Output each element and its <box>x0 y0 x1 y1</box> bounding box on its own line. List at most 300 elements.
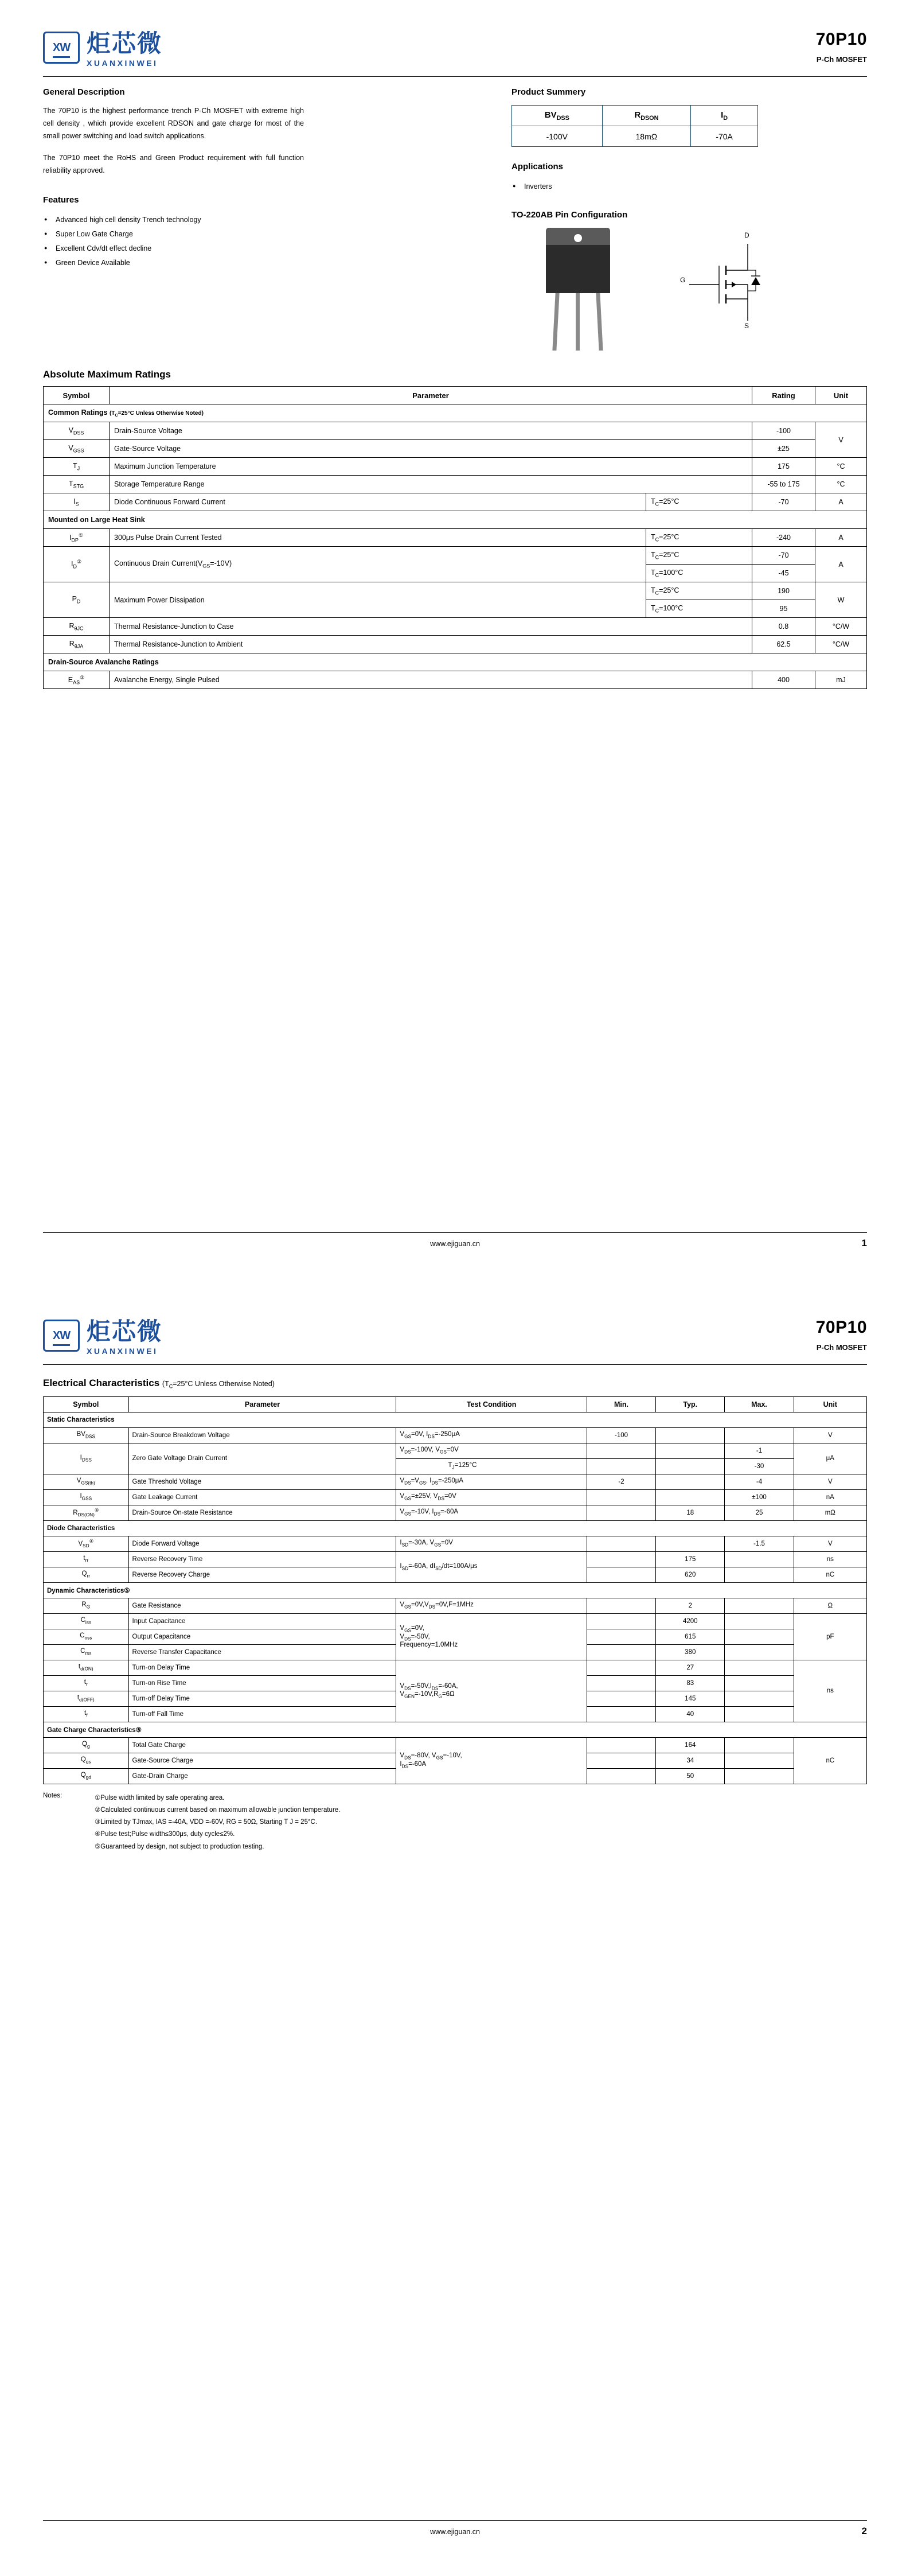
cell-condition: $T_C=25^\circ C$ <box>646 547 752 565</box>
cell-symbol: $BV_{DSS}$ <box>44 1427 129 1443</box>
table-row <box>44 1427 867 1443</box>
cell-unit: V <box>794 1536 866 1551</box>
cell-rating: -240 <box>752 529 815 547</box>
cell-parameter: Diode Forward Voltage <box>128 1536 396 1551</box>
cell-max <box>725 1598 794 1613</box>
cell-min <box>587 1768 655 1784</box>
cell-typ <box>656 1489 725 1505</box>
cell-symbol: $T_{STG}$ <box>44 476 110 493</box>
table-row <box>44 618 867 636</box>
cell-parameter: Reverse Recovery Time <box>128 1551 396 1567</box>
cell-rating: 0.8 <box>752 618 815 636</box>
cell-typ: 380 <box>656 1644 725 1660</box>
cell-rating: 175 <box>752 458 815 476</box>
cell-parameter: Gate Threshold Voltage <box>128 1474 396 1489</box>
cell-symbol: $t_{d(ON)}$ <box>44 1660 129 1675</box>
list-item: ②Calculated continuous current based on maximum allowable junction temperature. <box>95 1806 341 1814</box>
cell-rating: 400 <box>752 671 815 689</box>
cell-min <box>587 1536 655 1551</box>
cell-parameter: Thermal Resistance-Junction to Ambient <box>110 636 752 653</box>
table-section-row <box>44 1412 867 1427</box>
cell-symbol: $V_{SD}^④$ <box>44 1536 129 1551</box>
cell-max <box>725 1660 794 1675</box>
table-section-row <box>44 511 867 529</box>
features-list <box>43 213 304 270</box>
package-lead <box>552 293 559 351</box>
column-header-symbol: Symbol <box>44 1396 129 1412</box>
summary-value-bvdss: -100V <box>512 126 603 147</box>
cell-condition: $I_{SD}=-30A$, $V_{GS}=0V$ <box>396 1536 587 1551</box>
column-header-symbol: Symbol <box>44 387 110 404</box>
cell-rating: -45 <box>752 565 815 582</box>
list-item: ③Limited by TJmax, IAS =-40A, VDD =-60V, RG = 50Ω, Starting T J = 25°C. <box>95 1819 318 1826</box>
cell-symbol: $R_{\theta JA}$ <box>44 636 110 653</box>
table-row <box>44 1474 867 1489</box>
table-row <box>44 1598 867 1613</box>
cell-condition: $V_{GS}=-10V$, $I_{DS}=-60A$ <box>396 1505 587 1520</box>
cell-condition: $T_C=25^\circ C$ <box>646 493 752 511</box>
cell-typ: 40 <box>656 1706 725 1722</box>
page-header <box>0 1288 910 1360</box>
cell-symbol: $t_{d(OFF)}$ <box>44 1691 129 1706</box>
cell-condition: $I_{SD}=-60A$, $dI_{SD}/dt=100A/\mu s$ <box>396 1551 587 1582</box>
cell-parameter: Reverse Recovery Charge <box>128 1567 396 1582</box>
page2-body <box>0 1365 910 1853</box>
footer-url[interactable]: www.ejiguan.cn <box>430 2528 480 2536</box>
table-row <box>44 440 867 458</box>
table-row <box>44 493 867 511</box>
footer-page-number: 2 <box>861 2526 867 2536</box>
cell-condition: $T_C=100^\circ C$ <box>646 600 752 618</box>
product-summary-title: Product Summery <box>511 87 586 97</box>
cell-symbol: $I_{DP}^①$ <box>44 529 110 547</box>
cell-unit: ns <box>794 1660 866 1722</box>
cell-max <box>725 1753 794 1768</box>
cell-unit: °C/W <box>815 636 867 653</box>
part-identifier <box>816 30 867 64</box>
section-label-avalanche: Drain-Source Avalanche Ratings <box>44 653 867 671</box>
logo-english-name: XUANXINWEI <box>87 1347 158 1356</box>
cell-symbol: $R_{\theta JC}$ <box>44 618 110 636</box>
list-item: ● Inverters <box>511 180 867 194</box>
cell-condition: $V_{GS}=0V,V_{DS}=0V,F=1MHz$ <box>396 1598 587 1613</box>
cell-max <box>725 1675 794 1691</box>
cell-condition: $V_{DS}=V_{GS}$, $I_{DS}=-250\mu A$ <box>396 1474 587 1489</box>
cell-parameter: Continuous Drain $Current(V_{GS}=-10V)$ <box>110 547 646 582</box>
cell-unit: nC <box>794 1567 866 1582</box>
cell-parameter: Reverse Transfer Capacitance <box>128 1644 396 1660</box>
logo-badge-icon: XW <box>43 1320 80 1352</box>
cell-condition: $V_{DS}=-80V$, $V_{GS}=-10V$, $I_{DS}=-60A$ <box>396 1737 587 1784</box>
cell-typ <box>656 1458 725 1474</box>
list-item: ● Green Device Available <box>43 256 304 270</box>
part-number: 70P10 <box>815 30 867 49</box>
cell-min <box>587 1598 655 1613</box>
cell-parameter: Drain-Source Voltage <box>110 422 752 440</box>
column-header-min: Min. <box>587 1396 655 1412</box>
logo-english-name: XUANXINWEI <box>87 59 158 68</box>
table-section-row <box>44 1722 867 1737</box>
cell-parameter: Diode Continuous Forward Current <box>110 493 646 511</box>
part-number: 70P10 <box>815 1318 867 1337</box>
section-label-dynamic: Dynamic Characteristics⑤ <box>44 1582 867 1598</box>
package-body <box>546 244 610 293</box>
page-header <box>0 0 910 72</box>
page1-body <box>0 77 910 689</box>
footer-divider <box>43 1232 867 1233</box>
summary-header-bvdss: $BV_{DSS}$ <box>512 106 603 126</box>
cell-parameter: Maximum Power Dissipation <box>110 582 646 618</box>
cell-parameter: Maximum Junction Temperature <box>110 458 752 476</box>
cell-min <box>587 1737 655 1753</box>
cell-min <box>587 1706 655 1722</box>
column-header-typ: Typ. <box>656 1396 725 1412</box>
cell-symbol: $I_D^②$ <box>44 547 110 582</box>
cell-symbol: $Q_g$ <box>44 1737 129 1753</box>
mosfet-schematic-symbol <box>680 231 787 333</box>
cell-max <box>725 1768 794 1784</box>
cell-max <box>725 1551 794 1567</box>
company-logo <box>43 29 867 68</box>
cell-rating: -100 <box>752 422 815 440</box>
notes-label: Notes: <box>43 1792 63 1799</box>
cell-symbol: $t_f$ <box>44 1706 129 1722</box>
cell-parameter: Turn-on Delay Time <box>128 1660 396 1675</box>
table-row <box>512 106 758 126</box>
cell-min <box>587 1458 655 1474</box>
cell-max <box>725 1613 794 1629</box>
section-label-heat-sink: Mounted on Large Heat Sink <box>44 511 867 529</box>
cell-parameter: Avalanche Energy, Single Pulsed <box>110 671 752 689</box>
table-header-row <box>44 1396 867 1412</box>
footer-page-number: 1 <box>861 1238 867 1248</box>
cell-typ <box>656 1443 725 1458</box>
summary-value-id: -70A <box>691 126 758 147</box>
datasheet-page-2 <box>0 1288 910 2576</box>
part-subtitle: P-Ch MOSFET <box>816 1343 867 1352</box>
cell-condition: $V_{GS}=0V$, $V_{DS}=-50V$, Frequency=1.0MHz <box>396 1613 587 1660</box>
cell-unit: °C <box>815 458 867 476</box>
cell-min <box>587 1660 655 1675</box>
logo-chinese-name: 炬芯微 <box>87 29 163 57</box>
cell-condition: $V_{DS}=-100V$, $V_{GS}=0V$ <box>396 1443 587 1458</box>
cell-max: -1 <box>725 1443 794 1458</box>
cell-parameter: Gate-Drain Charge <box>128 1768 396 1784</box>
cell-symbol: $E_{AS}^③$ <box>44 671 110 689</box>
table-header-row <box>44 387 867 404</box>
cell-min <box>587 1691 655 1706</box>
cell-typ: 83 <box>656 1675 725 1691</box>
cell-unit: V <box>794 1427 866 1443</box>
cell-typ: 164 <box>656 1737 725 1753</box>
ec-title-condition: ($T_C=25^\circ C$ Unless Otherwise Noted) <box>162 1380 275 1390</box>
cell-typ: 145 <box>656 1691 725 1706</box>
cell-symbol: $V_{GSS}$ <box>44 440 110 458</box>
table-section-row <box>44 1520 867 1536</box>
schematic-label-drain: D <box>744 231 749 239</box>
table-row <box>44 636 867 653</box>
table-row <box>44 671 867 689</box>
cell-symbol: $I_{GSS}$ <box>44 1489 129 1505</box>
cell-rating: 95 <box>752 600 815 618</box>
notes-list <box>95 1792 340 1853</box>
cell-symbol: $T_J$ <box>44 458 110 476</box>
cell-unit: pF <box>794 1613 866 1660</box>
list-item: ● Excellent Cdv/dt effect decline <box>43 242 304 256</box>
cell-unit: °C/W <box>815 618 867 636</box>
cell-unit: μA <box>794 1443 866 1474</box>
column-header-rating: Rating <box>752 387 815 404</box>
cell-rating: 62.5 <box>752 636 815 653</box>
cell-condition: $T_C=100^\circ C$ <box>646 565 752 582</box>
summary-value-rdson: 18mΩ <box>602 126 691 147</box>
applications-title: Applications <box>511 162 564 172</box>
cell-rating: -70 <box>752 493 815 511</box>
applications-list <box>511 180 867 194</box>
package-leads <box>546 293 610 353</box>
table-row <box>44 422 867 440</box>
cell-max: 25 <box>725 1505 794 1520</box>
cell-parameter: Total Gate Charge <box>128 1737 396 1753</box>
table-row <box>44 458 867 476</box>
cell-parameter: Thermal Resistance-Junction to Case <box>110 618 752 636</box>
cell-symbol: $V_{GS(th)}$ <box>44 1474 129 1489</box>
column-header-max: Max. <box>725 1396 794 1412</box>
list-item: ● Advanced high cell density Trench technology <box>43 213 304 227</box>
cell-unit: W <box>815 582 867 618</box>
cell-typ: 50 <box>656 1768 725 1784</box>
table-section-row <box>44 1582 867 1598</box>
cell-symbol: $I_{DSS}$ <box>44 1443 129 1474</box>
table-row <box>44 547 867 565</box>
table-row <box>44 1551 867 1567</box>
package-mounting-tab <box>546 228 610 245</box>
cell-parameter: Drain-Source On-state Resistance <box>128 1505 396 1520</box>
cell-condition: $T_C=25^\circ C$ <box>646 582 752 600</box>
cell-parameter: Storage Temperature Range <box>110 476 752 493</box>
cell-max: -1.5 <box>725 1536 794 1551</box>
product-summary-table <box>511 105 758 147</box>
cell-parameter: Turn-off Fall Time <box>128 1706 396 1722</box>
cell-max <box>725 1706 794 1722</box>
footer-divider <box>43 2520 867 2521</box>
cell-unit: Ω <box>794 1598 866 1613</box>
cell-max <box>725 1737 794 1753</box>
features-title: Features <box>43 195 79 205</box>
cell-parameter: Zero Gate Voltage Drain Current <box>128 1443 396 1474</box>
cell-min <box>587 1675 655 1691</box>
cell-parameter: Gate-Source Voltage <box>110 440 752 458</box>
cell-rating: -55 to 175 <box>752 476 815 493</box>
cell-symbol: $C_{iss}$ <box>44 1613 129 1629</box>
cell-typ: 27 <box>656 1660 725 1675</box>
table-row <box>44 1505 867 1520</box>
cell-rating: ±25 <box>752 440 815 458</box>
cell-condition: $V_{GS}=0V$, $I_{DS}=-250\mu A$ <box>396 1427 587 1443</box>
cell-symbol: $I_S$ <box>44 493 110 511</box>
list-item: ● Super Low Gate Charge <box>43 227 304 242</box>
cell-min <box>587 1613 655 1629</box>
cell-max <box>725 1427 794 1443</box>
electrical-characteristics-title <box>43 1378 867 1390</box>
cell-symbol: $R_G$ <box>44 1598 129 1613</box>
cell-min <box>587 1551 655 1567</box>
cell-unit: A <box>815 493 867 511</box>
to220ab-package-image <box>546 228 610 353</box>
table-row <box>44 1536 867 1551</box>
cell-typ: 2 <box>656 1598 725 1613</box>
cell-min <box>587 1505 655 1520</box>
package-lead <box>576 293 580 351</box>
cell-min: -100 <box>587 1427 655 1443</box>
cell-typ: 620 <box>656 1567 725 1582</box>
column-header-parameter: Parameter <box>110 387 752 404</box>
cell-min: -2 <box>587 1474 655 1489</box>
cell-condition: $T_C=25^\circ C$ <box>646 529 752 547</box>
table-row <box>44 1613 867 1629</box>
cell-unit: mJ <box>815 671 867 689</box>
absolute-maximum-ratings-table <box>43 386 867 689</box>
section-label-static: Static Characteristics <box>44 1412 867 1427</box>
column-header-test-condition: Test Condition <box>396 1396 587 1412</box>
notes-block <box>43 1792 867 1853</box>
list-item: ⑤Guaranteed by design, not subject to production testing. <box>95 1843 264 1850</box>
logo-chinese-name: 炬芯微 <box>87 1317 163 1345</box>
column-header-unit: Unit <box>794 1396 866 1412</box>
cell-unit: V <box>794 1474 866 1489</box>
part-identifier <box>816 1318 867 1352</box>
cell-parameter: Turn-off Delay Time <box>128 1691 396 1706</box>
mosfet-symbol-svg <box>684 236 787 333</box>
cell-parameter: 300μs Pulse Drain Current Tested <box>110 529 646 547</box>
cell-parameter: Gate Resistance <box>128 1598 396 1613</box>
table-row <box>44 529 867 547</box>
cell-min <box>587 1567 655 1582</box>
cell-symbol: $P_D$ <box>44 582 110 618</box>
cell-typ <box>656 1536 725 1551</box>
package-mounting-hole <box>573 234 583 243</box>
schematic-label-source: S <box>744 322 749 330</box>
page2-footer <box>43 2520 867 2536</box>
summary-header-id: $I_D$ <box>691 106 758 126</box>
cell-condition: $T_J=125^\circ C$ <box>396 1458 587 1474</box>
cell-typ: 4200 <box>656 1613 725 1629</box>
cell-unit: nA <box>794 1489 866 1505</box>
cell-typ <box>656 1427 725 1443</box>
cell-parameter: Output Capacitance <box>128 1629 396 1644</box>
cell-rating: 190 <box>752 582 815 600</box>
cell-unit: nC <box>794 1737 866 1784</box>
general-description-p1: The 70P10 is the highest performance trench P-Ch MOSFET with extreme high cell density , which provide excellent RDSON and gate charge for most of the small power switching and load switch applications. <box>43 107 304 140</box>
cell-symbol: $C_{rss}$ <box>44 1644 129 1660</box>
schematic-label-gate: G <box>680 276 686 284</box>
cell-min <box>587 1644 655 1660</box>
footer-url[interactable]: www.ejiguan.cn <box>430 1240 480 1248</box>
cell-symbol: $t_{rr}$ <box>44 1551 129 1567</box>
cell-symbol: $Q_{gd}$ <box>44 1768 129 1784</box>
logo-badge-icon: XW <box>43 32 80 64</box>
cell-max <box>725 1567 794 1582</box>
column-header-unit: Unit <box>815 387 867 404</box>
cell-unit: V <box>815 422 867 458</box>
general-description-p2: The 70P10 meet the RoHS and Green Product requirement with full function reliability approved. <box>43 153 304 174</box>
cell-typ: 18 <box>656 1505 725 1520</box>
cell-symbol: $C_{oss}$ <box>44 1629 129 1644</box>
part-subtitle: P-Ch MOSFET <box>816 55 867 64</box>
cell-rating: -70 <box>752 547 815 565</box>
cell-parameter: Drain-Source Breakdown Voltage <box>128 1427 396 1443</box>
table-section-row <box>44 404 867 422</box>
cell-condition: $V_{DS}=-50V,I_{DS}=-60A$, $V_{GEN}=-10V,R_G=6\Omega$ <box>396 1660 587 1722</box>
section-label-gate-charge: Gate Charge Characteristics⑤ <box>44 1722 867 1737</box>
cell-max <box>725 1644 794 1660</box>
cell-symbol: $R_{DS(ON)}^④$ <box>44 1505 129 1520</box>
list-item: ①Pulse width limited by safe operating area. <box>95 1794 225 1801</box>
general-description-title: General Description <box>43 87 125 97</box>
cell-max <box>725 1629 794 1644</box>
summary-header-rdson: $R_{DSON}$ <box>602 106 691 126</box>
cell-typ: 615 <box>656 1629 725 1644</box>
cell-unit: °C <box>815 476 867 493</box>
table-row <box>44 1737 867 1753</box>
package-drawing-area <box>511 228 867 360</box>
cell-max <box>725 1691 794 1706</box>
section-label-diode: Diode Characteristics <box>44 1520 867 1536</box>
cell-unit: A <box>815 529 867 547</box>
cell-symbol: $V_{DSS}$ <box>44 422 110 440</box>
cell-typ <box>656 1474 725 1489</box>
table-row <box>44 1660 867 1675</box>
absolute-maximum-ratings-title: Absolute Maximum Ratings <box>43 369 171 380</box>
list-item: ④Pulse test;Pulse width≤300μs, duty cycle≤2%. <box>95 1831 235 1838</box>
cell-parameter: Gate Leakage Current <box>128 1489 396 1505</box>
cell-symbol: $Q_{gs}$ <box>44 1753 129 1768</box>
cell-min <box>587 1629 655 1644</box>
cell-unit: A <box>815 547 867 582</box>
company-logo <box>43 1317 867 1356</box>
table-row <box>44 1443 867 1458</box>
cell-condition: $V_{GS}=\pm 25V$, $V_{DS}=0V$ <box>396 1489 587 1505</box>
page1-footer <box>43 1232 867 1248</box>
table-row <box>44 582 867 600</box>
cell-symbol: $t_r$ <box>44 1675 129 1691</box>
cell-typ: 175 <box>656 1551 725 1567</box>
cell-parameter: Gate-Source Charge <box>128 1753 396 1768</box>
cell-max: -30 <box>725 1458 794 1474</box>
right-column <box>511 87 867 360</box>
table-row <box>512 126 758 147</box>
left-column <box>43 87 304 270</box>
table-row <box>44 1489 867 1505</box>
table-row <box>44 476 867 493</box>
cell-symbol: $Q_{rr}$ <box>44 1567 129 1582</box>
cell-min <box>587 1753 655 1768</box>
cell-max: ±100 <box>725 1489 794 1505</box>
cell-parameter: Turn-on Rise Time <box>128 1675 396 1691</box>
cell-parameter: Input Capacitance <box>128 1613 396 1629</box>
section-label-common-ratings: Common Ratings ($T_C=25^\circ C$ Unless Otherwise Noted) <box>44 404 867 422</box>
electrical-characteristics-table <box>43 1396 867 1784</box>
cell-min <box>587 1489 655 1505</box>
cell-min <box>587 1443 655 1458</box>
table-section-row <box>44 653 867 671</box>
column-header-parameter: Parameter <box>128 1396 396 1412</box>
cell-typ: 34 <box>656 1753 725 1768</box>
ec-title-text: Electrical Characteristics <box>43 1378 160 1388</box>
cell-unit: ns <box>794 1551 866 1567</box>
cell-unit: mΩ <box>794 1505 866 1520</box>
package-lead <box>596 293 603 351</box>
